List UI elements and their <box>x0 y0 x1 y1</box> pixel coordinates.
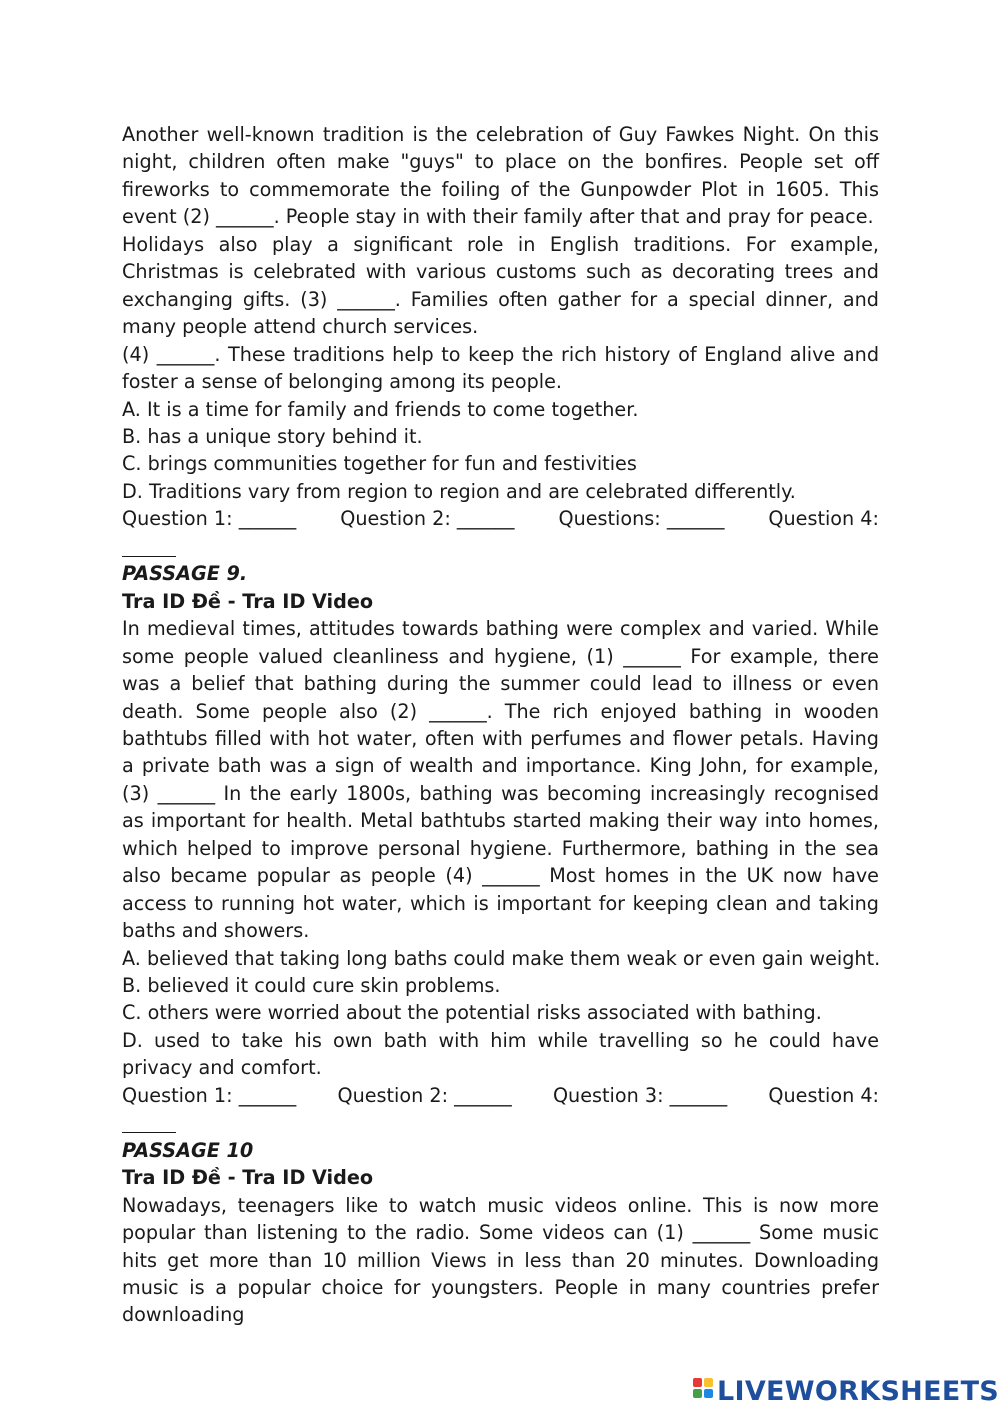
passage8-option-a: A. It is a time for family and friends to come together. <box>122 397 639 421</box>
passage9-question-2[interactable]: Question 2: ______ <box>337 1083 512 1107</box>
passage9-question-3[interactable]: Question 3: ______ <box>552 1083 728 1107</box>
passage8-option-d: D. Traditions vary from region to region and are celebrated differently. <box>122 479 796 503</box>
passage10-subtitle: Tra ID Đề - Tra ID Video <box>122 1166 374 1190</box>
passage8-question-4-blank[interactable] <box>122 533 879 560</box>
passage8-paragraph-1: Another well-known tradition is the celebration of Guy Fawkes Night. On this night, children often make "guys" to place on the bonfires. People set off fireworks to commemorate the foiling of the Gunpowder Plot in 1605. This event (2) ______. People stay in with their family after that and pray for peace. <box>122 123 879 229</box>
passage9-paragraph: In medieval times, attitudes towards bathing were complex and varied. While some people valued cleanliness and hygiene, (1) ______ For example, there was a belief that bathing during the summer could lead to illness or even death. Some people also (2) ______. The rich enjoyed bathing in wooden bathtubs filled with hot water, often with perfumes and flower petals. Having a private bath was a sign of wealth and importance. King John, for example, (3) ______ In the early 1800s, bathing was becoming increasingly recognised as important for health. Metal bathtubs started making their way into homes, which helped to improve personal hygiene. Furthermore, bathing in the sea also became popular as people (4) ______ Most homes in the UK now have access to running hot water, which is important for keeping clean and taking baths and showers. <box>122 617 879 943</box>
passage9-option-d: D. used to take his own bath with him while travelling so he could have privacy and comfort. <box>122 1028 879 1080</box>
liveworksheets-logo-text: LIVEWORKSHEETS <box>717 1375 1000 1407</box>
passage9-subtitle: Tra ID Đề - Tra ID Video <box>122 589 374 613</box>
worksheet-content <box>122 121 879 1329</box>
passage8-option-c: C. brings communities together for fun and festivities <box>122 452 637 476</box>
liveworksheets-logo <box>693 1376 999 1406</box>
passage9-option-a: A. believed that taking long baths could make them weak or even gain weight. <box>122 946 881 970</box>
passage9-option-c: C. others were worried about the potential risks associated with bathing. <box>122 1001 822 1025</box>
passage8-question-1[interactable]: Question 1: ______ <box>122 507 297 531</box>
passage8-question-4[interactable]: Question 4: <box>768 507 879 531</box>
passage10-paragraph: Nowadays, teenagers like to watch music videos online. This is now more popular than listening to the radio. Some videos can (1) ______ Some music hits get more than 10 million Views in less than 20 minutes. Downloading music is a popular choice for youngsters. People in many countries prefer downloading <box>122 1193 879 1327</box>
passage9-title: PASSAGE 9. <box>122 562 248 586</box>
passage9-question-4-blank[interactable] <box>122 1109 879 1136</box>
passage9-question-1[interactable]: Question 1: ______ <box>122 1083 297 1107</box>
passage9-option-b: B. believed it could cure skin problems. <box>122 974 501 998</box>
liveworksheets-logo-icon <box>693 1378 715 1404</box>
passage8-option-b: B. has a unique story behind it. <box>122 424 423 448</box>
passage8-question-2[interactable]: Question 2: ______ <box>340 507 515 531</box>
passage10-title: PASSAGE 10 <box>122 1138 254 1162</box>
passage9-question-4[interactable]: Question 4: <box>768 1083 879 1107</box>
passage8-paragraph-2: Holidays also play a significant role in English traditions. For example, Christmas is celebrated with various customs such as decorating trees and exchanging gifts. (3) ______. Families often gather for a special dinner, and many people attend church services. <box>122 232 879 339</box>
passage9-answer-row <box>122 1082 879 1109</box>
passage8-answer-row <box>122 505 879 532</box>
passage8-question-3[interactable]: Questions: ______ <box>558 507 725 531</box>
passage8-paragraph-3: (4) ______. These traditions help to keep the rich history of England alive and foster a sense of belonging among its people. <box>122 342 879 394</box>
